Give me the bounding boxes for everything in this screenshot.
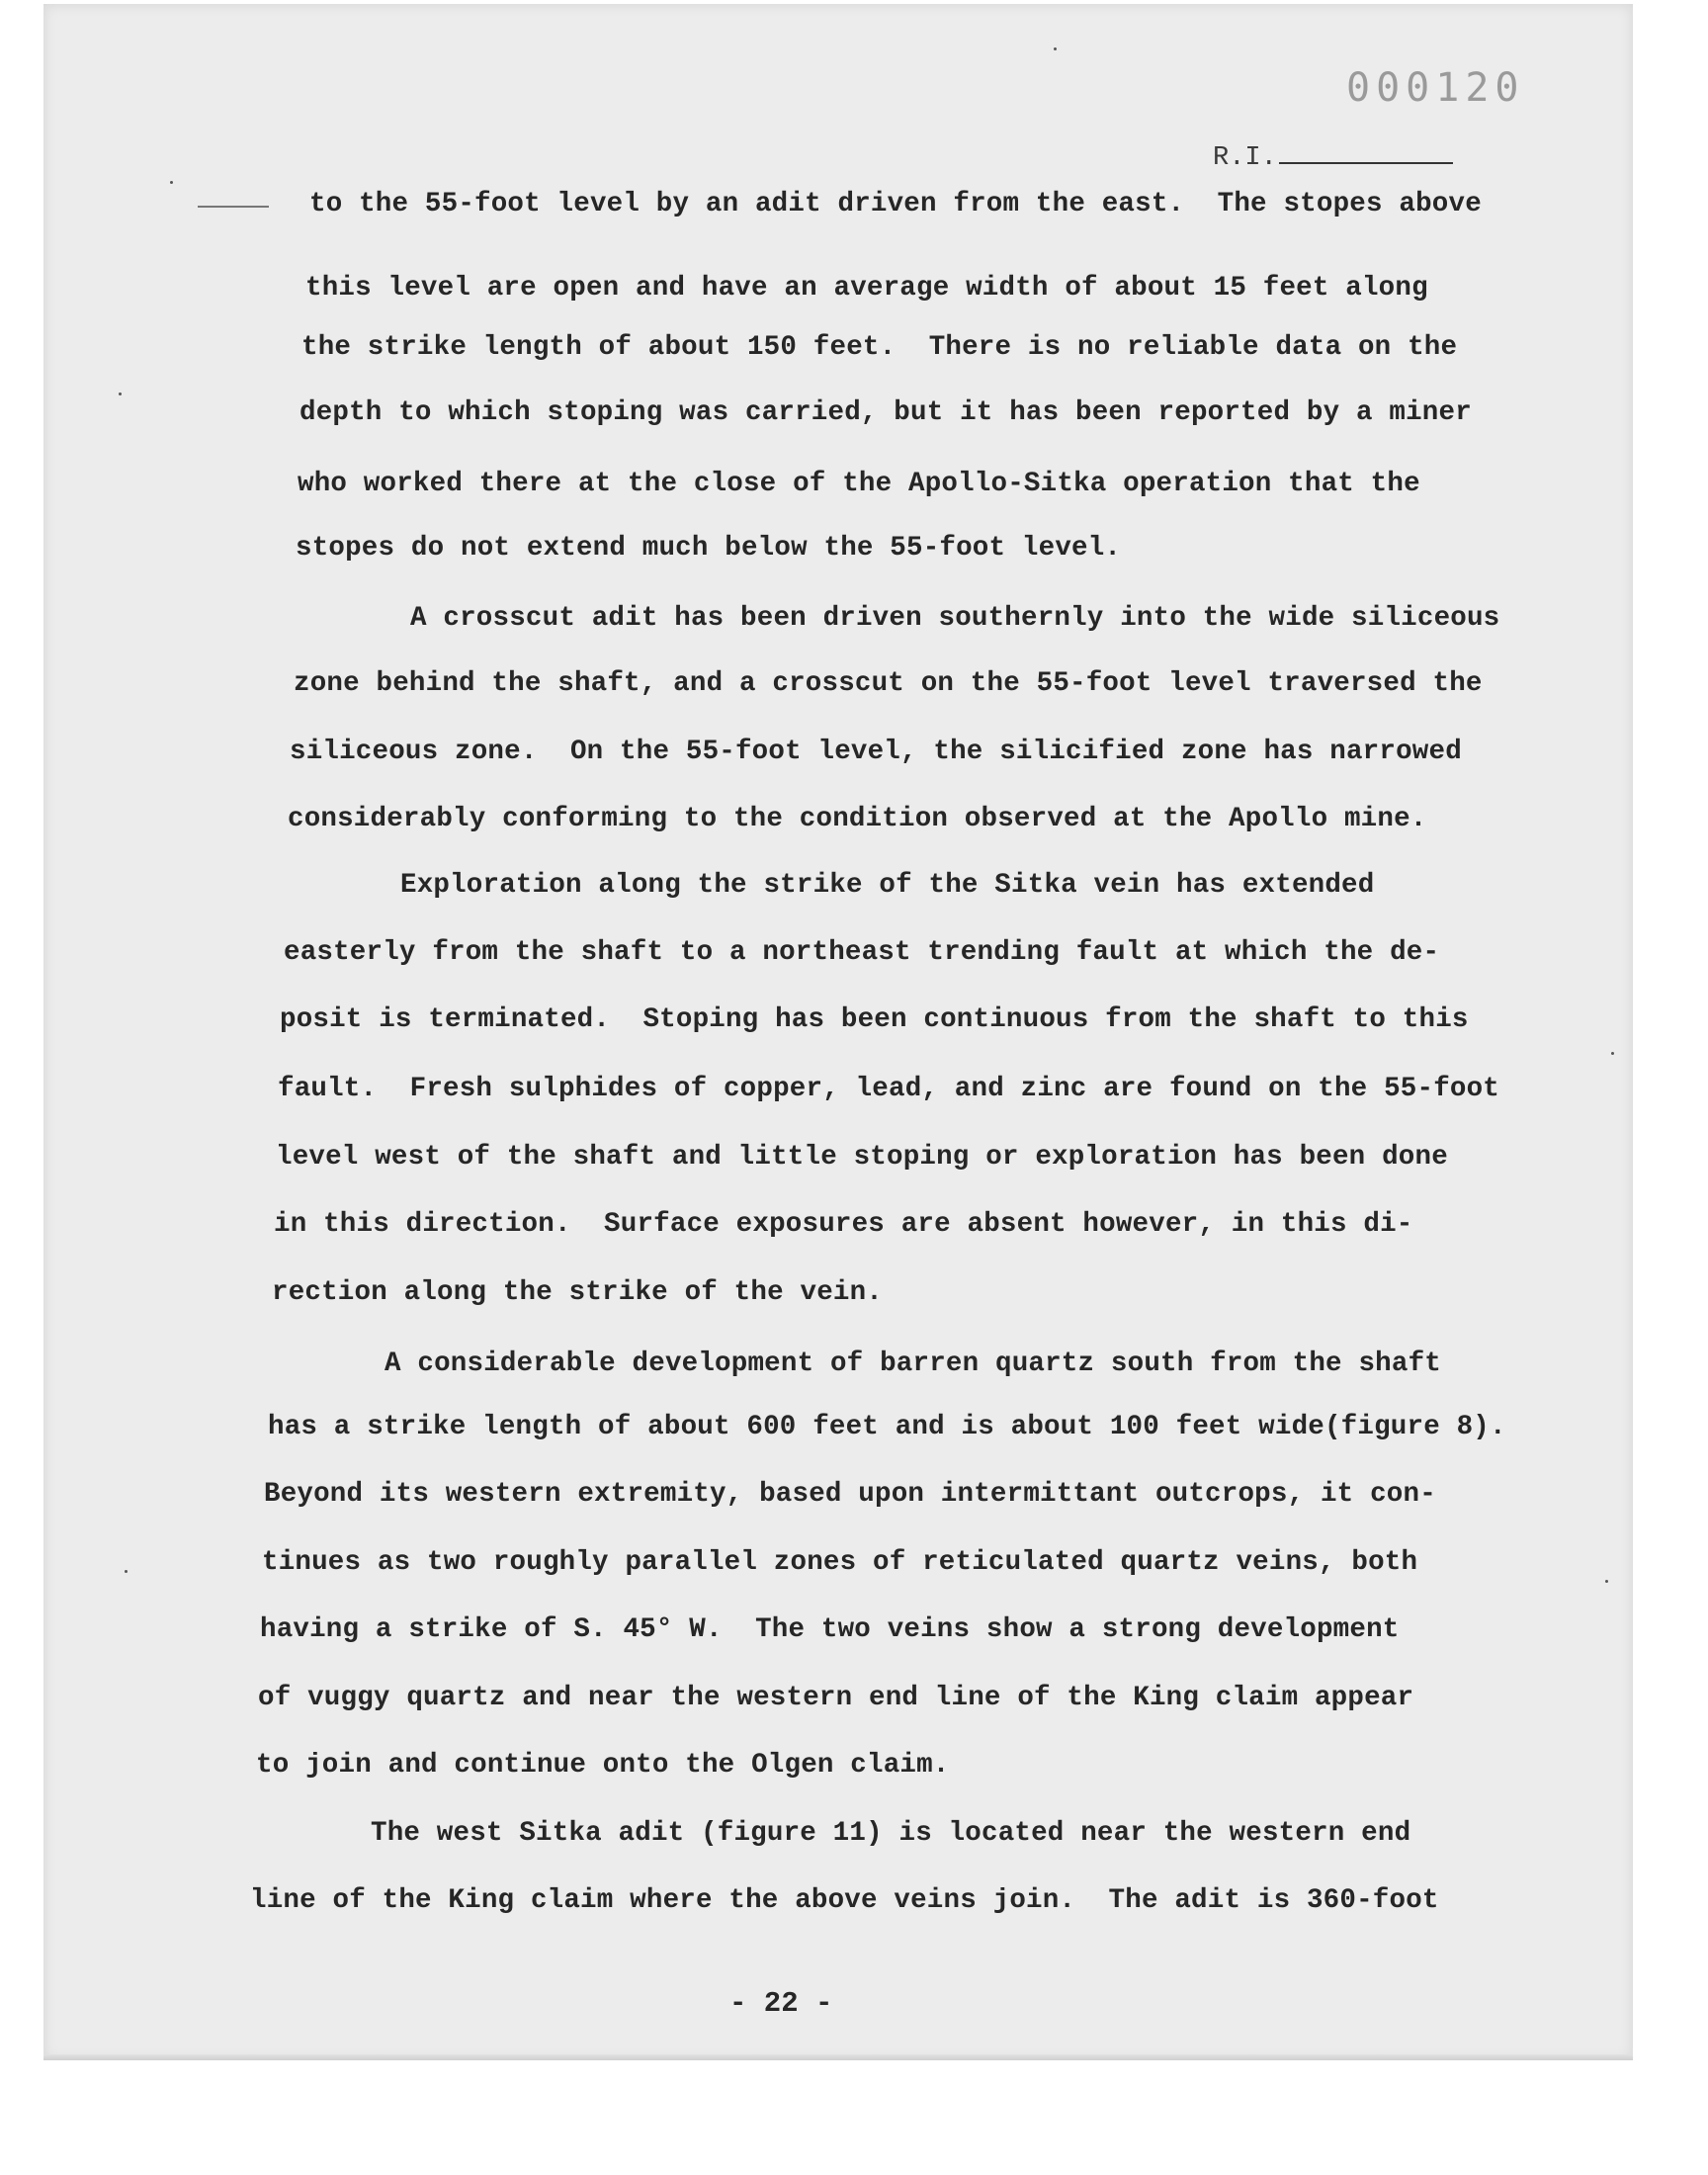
text-line: the strike length of about 150 feet. There is no reliable data on the (301, 332, 1458, 363)
document-number: 000120 (1346, 65, 1525, 111)
text-line: to the 55-foot level by an adit driven from the east. The stopes above (309, 189, 1482, 219)
scan-speck (1611, 1052, 1614, 1055)
text-line: tinues as two roughly parallel zones of reticulated quartz veins, both (262, 1547, 1418, 1578)
scan-speck (1605, 1580, 1608, 1583)
text-line: in this direction. Surface exposures are absent however, in this di- (274, 1209, 1413, 1240)
text-line: fault. Fresh sulphides of copper, lead, and zinc are found on the 55-foot (278, 1074, 1499, 1104)
text-line: siliceous zone. On the 55-foot level, the silicified zone has narrowed (290, 737, 1462, 767)
text-line: of vuggy quartz and near the western end line of the King claim appear (258, 1683, 1414, 1713)
text-line: having a strike of S. 45° W. The two veins show a strong development (260, 1614, 1400, 1645)
text-line: Exploration along the strike of the Sitka vein has extended (400, 870, 1375, 901)
text-line: level west of the shaft and little stoping or exploration has been done (276, 1142, 1448, 1173)
text-line: who worked there at the close of the Apollo-Sitka operation that the (298, 469, 1420, 499)
text-line: to join and continue onto the Olgen claim. (256, 1750, 950, 1781)
scan-speck (125, 1570, 128, 1573)
scan-speck (170, 181, 173, 184)
text-line: The west Sitka adit (figure 11) is located near the western end (371, 1818, 1411, 1849)
text-line: line of the King claim where the above veins join. The adit is 360-foot (250, 1885, 1439, 1916)
text-line: A crosscut adit has been driven southernly into the wide siliceous (410, 603, 1500, 634)
text-line: Beyond its western extremity, based upon intermittant outcrops, it con- (264, 1479, 1436, 1510)
text-line: posit is terminated. Stoping has been continuous from the shaft to this (280, 1004, 1469, 1035)
text-line: stopes do not extend much below the 55-foot level. (296, 533, 1122, 564)
text-line: rection along the strike of the vein. (272, 1277, 883, 1308)
text-line: considerably conforming to the condition observed at the Apollo mine. (288, 804, 1427, 834)
text-line: has a strike length of about 600 feet and is about 100 feet wide(figure 8). (268, 1412, 1506, 1442)
text-line: zone behind the shaft, and a crosscut on the 55-foot level traversed the (294, 668, 1483, 699)
scan-speck (119, 392, 122, 395)
report-number-label: R.I. (1213, 143, 1277, 173)
scan-speck (1054, 47, 1057, 50)
text-line: easterly from the shaft to a northeast trending fault at which the de- (284, 937, 1440, 968)
page-number: - 22 - (729, 1987, 833, 2020)
text-line: depth to which stoping was carried, but it has been reported by a miner (299, 397, 1472, 428)
margin-pencil-mark (198, 206, 269, 208)
text-line: A considerable development of barren quartz south from the shaft (384, 1348, 1441, 1379)
text-line: this level are open and have an average width of about 15 feet along (305, 273, 1428, 304)
